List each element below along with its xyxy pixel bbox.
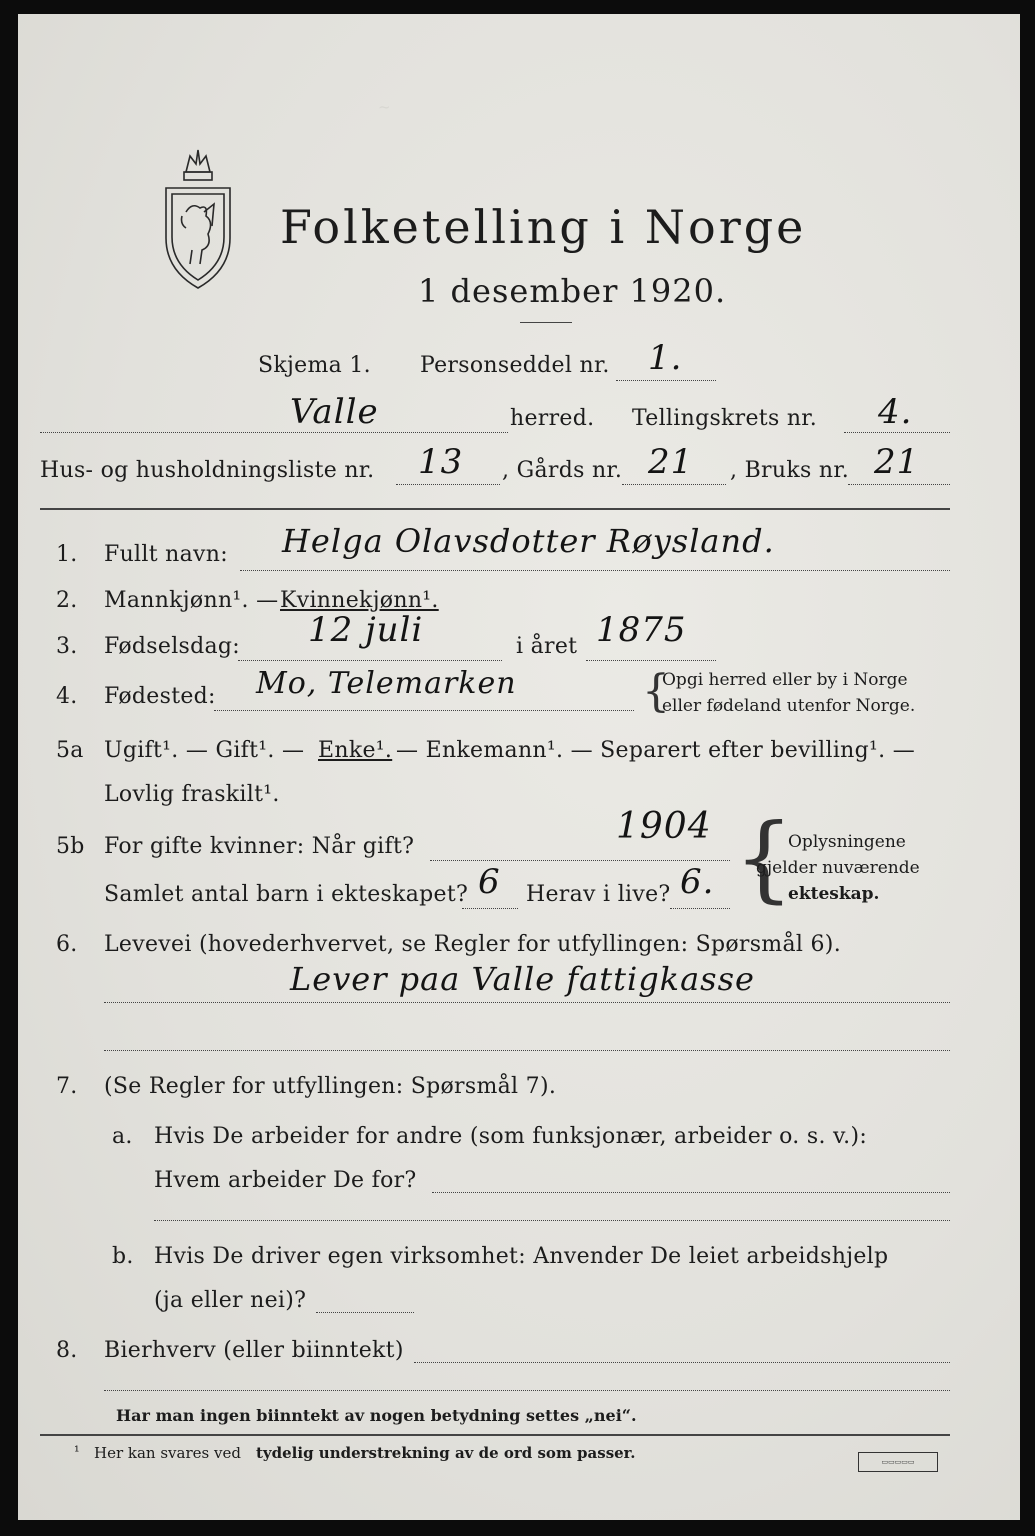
- q8-line[interactable]: [414, 1362, 950, 1363]
- q6-value[interactable]: Lever paa Valle fattigkasse: [290, 960, 755, 998]
- coat-of-arms-icon: [156, 142, 240, 292]
- q8-label: Bierhverv (eller biinntekt): [104, 1338, 404, 1363]
- q5a-options-a: Ugift¹. — Gift¹. —: [104, 738, 305, 763]
- q5b-children-value[interactable]: 6: [478, 862, 501, 902]
- footer-divider: [40, 1434, 950, 1436]
- tellingskrets-value[interactable]: 4.: [878, 392, 913, 432]
- q8-number: 8.: [56, 1338, 78, 1363]
- q5a-option-widow[interactable]: Enke¹.: [318, 738, 393, 763]
- q4-note-2: eller fødeland utenfor Norge.: [662, 696, 916, 716]
- herred-label: herred.: [510, 406, 595, 431]
- q3-year-line: [586, 660, 716, 661]
- q5b-number: 5b: [56, 834, 85, 859]
- q5a-number: 5a: [56, 738, 84, 763]
- q6-label: Levevei (hovederhvervet, se Regler for utfyllingen: Spørsmål 6).: [104, 932, 841, 957]
- q2-number: 2.: [56, 588, 78, 613]
- q7a-line[interactable]: [432, 1192, 950, 1193]
- q3-line: [238, 660, 502, 661]
- form-title: Folketelling i Norge: [280, 200, 807, 254]
- gards-line: [622, 484, 726, 485]
- bruks-line: [848, 484, 950, 485]
- q5a-options-d: Lovlig fraskilt¹.: [104, 782, 280, 807]
- footnote-number: ¹: [74, 1444, 80, 1460]
- printer-stamp: ▭▭▭▭▭: [858, 1452, 938, 1472]
- q5b-alive-value[interactable]: 6.: [680, 862, 715, 902]
- q4-brace: {: [642, 666, 670, 717]
- q5b-note-1: Oplysningene: [788, 832, 906, 852]
- q7b-label: Hvis De driver egen virksomhet: Anvender De leiet arbeidshjelp: [154, 1244, 889, 1269]
- personseddel-line: [616, 380, 716, 381]
- q3-label: Fødselsdag:: [104, 634, 241, 659]
- q5b-children-line: [462, 908, 518, 909]
- skjema-label: Skjema 1.: [258, 353, 371, 378]
- q6-line-2: [104, 1050, 950, 1051]
- q3-year-value[interactable]: 1875: [596, 610, 687, 650]
- husliste-line: [396, 484, 500, 485]
- q7-label: (Se Regler for utfyllingen: Spørsmål 7).: [104, 1074, 557, 1099]
- husliste-label: Hus- og husholdningsliste nr.: [40, 458, 375, 483]
- census-form: [18, 14, 1020, 1520]
- footnote-text-a: Her kan svares ved: [94, 1444, 241, 1462]
- q5b-line: [430, 860, 730, 861]
- q5b-children-label: Samlet antal barn i ekteskapet?: [104, 882, 469, 907]
- bruks-value[interactable]: 21: [874, 442, 920, 482]
- personseddel-value[interactable]: 1.: [648, 338, 683, 378]
- q4-value[interactable]: Mo, Telemarken: [256, 666, 517, 701]
- herred-line: [40, 432, 508, 433]
- q1-line: [240, 570, 950, 571]
- title-divider: [520, 322, 572, 323]
- q6-line: [104, 1002, 950, 1003]
- tellingskrets-label: Tellingskrets nr.: [632, 406, 817, 431]
- q1-label: Fullt navn:: [104, 542, 228, 567]
- q5b-note-3: ekteskap.: [788, 884, 880, 904]
- q5b-alive-label: Herav i live?: [526, 882, 671, 907]
- q7-number: 7.: [56, 1074, 78, 1099]
- q7b-line[interactable]: [316, 1312, 414, 1313]
- q1-value[interactable]: Helga Olavsdotter Røysland.: [282, 522, 775, 560]
- bottom-note: Har man ingen biinntekt av nogen betydning settes „nei“.: [116, 1406, 637, 1425]
- q8-line-2[interactable]: [104, 1390, 950, 1391]
- gards-label: , Gårds nr.: [502, 458, 623, 483]
- form-subtitle: 1 desember 1920.: [418, 272, 727, 310]
- q3-year-label: i året: [516, 634, 578, 659]
- q4-label: Fødested:: [104, 684, 216, 709]
- q4-line: [214, 710, 634, 711]
- personseddel-label: Personseddel nr.: [420, 353, 610, 378]
- q5b-alive-line: [670, 908, 730, 909]
- q7a-sub: Hvem arbeider De for?: [154, 1168, 417, 1193]
- q7a-label: Hvis De arbeider for andre (som funksjonær, arbeider o. s. v.):: [154, 1124, 868, 1149]
- q5a-options-c: — Enkemann¹. — Separert efter bevilling¹. —: [396, 738, 916, 763]
- bruks-label: , Bruks nr.: [730, 458, 850, 483]
- q5b-brace: {: [734, 804, 794, 913]
- q3-value[interactable]: 12 juli: [308, 610, 424, 650]
- q5b-value[interactable]: 1904: [616, 806, 712, 847]
- q4-note-1: Opgi herred eller by i Norge: [662, 670, 908, 690]
- q2-option-male: Mannkjønn¹. —: [104, 588, 279, 613]
- q7a-line-2[interactable]: [154, 1220, 950, 1221]
- footnote-text-b: tydelig understrekning av de ord som passer.: [256, 1444, 636, 1462]
- q7a-letter: a.: [112, 1124, 133, 1149]
- bleed-through-text: ~: [378, 98, 391, 116]
- q1-number: 1.: [56, 542, 78, 567]
- gards-value[interactable]: 21: [648, 442, 694, 482]
- q4-number: 4.: [56, 684, 78, 709]
- q3-number: 3.: [56, 634, 78, 659]
- header-divider: [40, 508, 950, 510]
- q2-option-female[interactable]: Kvinnekjønn¹.: [280, 588, 439, 613]
- tellingskrets-line: [844, 432, 950, 433]
- q7b-sub: (ja eller nei)?: [154, 1288, 307, 1313]
- q6-number: 6.: [56, 932, 78, 957]
- herred-value[interactable]: Valle: [290, 392, 379, 432]
- q7b-letter: b.: [112, 1244, 134, 1269]
- husliste-value[interactable]: 13: [418, 442, 464, 482]
- q5b-label: For gifte kvinner: Når gift?: [104, 834, 415, 859]
- q5b-note-2: gjelder nuværende: [756, 858, 920, 878]
